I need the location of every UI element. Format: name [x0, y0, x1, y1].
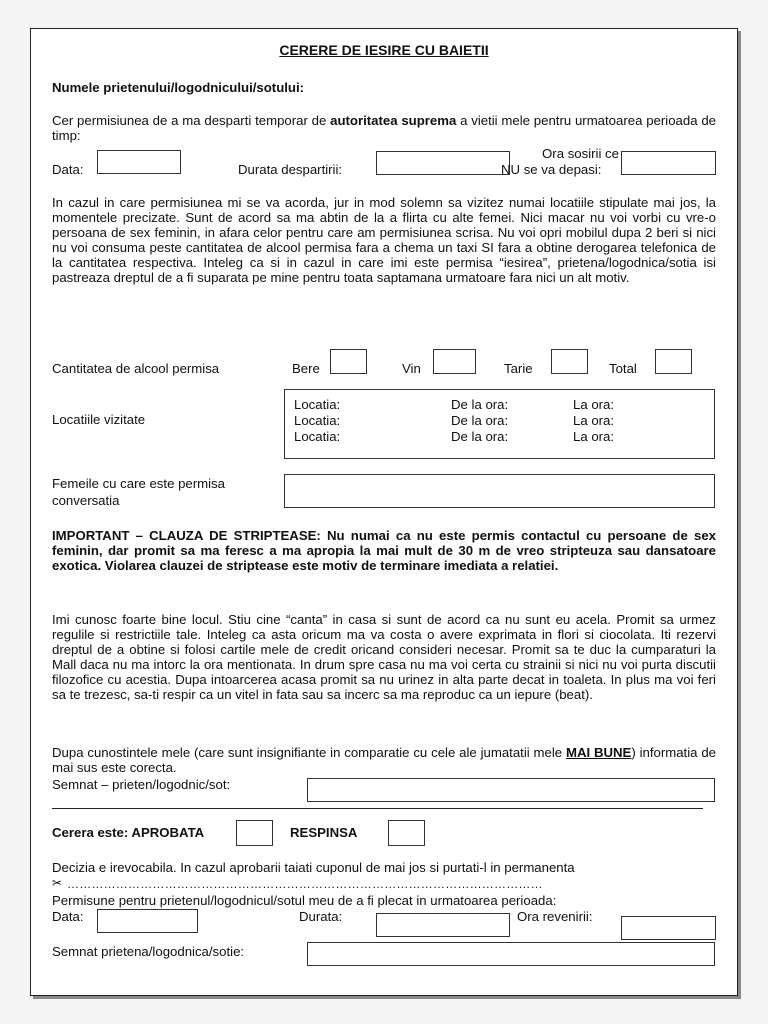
data-field[interactable] [97, 150, 181, 174]
bere-field[interactable] [330, 349, 367, 374]
scissors-icon: ✂ [52, 876, 63, 890]
approved-checkbox[interactable] [236, 820, 273, 846]
locations-box[interactable] [284, 389, 715, 459]
bere-label: Bere [292, 361, 320, 376]
declaration-paragraph: Dupa cunostintele mele (care sunt insignifiante in comparatie cu cele ale jumatatii mele MAI BUNE) informatia de mai sus este corecta. [52, 745, 716, 775]
signature-him-field[interactable] [307, 778, 715, 802]
location-row-2-loc: Locatia: [294, 413, 341, 428]
decision-label: Cerera este: APROBATA [52, 825, 205, 840]
coupon-duration-label: Durata: [299, 909, 343, 924]
signature-her-field[interactable] [307, 942, 715, 966]
location-row-1-loc: Locatia: [294, 397, 341, 412]
signed-her-label: Semnat prietena/logodnica/sotie: [52, 944, 245, 959]
reject-label: RESPINSA [290, 825, 358, 840]
rejected-checkbox[interactable] [388, 820, 425, 846]
total-label: Total [609, 361, 637, 376]
location-row-2-from: De la ora: [451, 413, 509, 428]
data-label: Data: [52, 162, 84, 177]
form-title: CERERE DE IESIRE CU BAIETII [279, 42, 489, 58]
coupon-text: Permisune pentru prietenul/logodnicul/sotul meu de a fi plecat in urmatoarea perioada: [52, 893, 557, 908]
coupon-data-label: Data: [52, 909, 84, 924]
arrival-field[interactable] [621, 151, 716, 175]
total-field[interactable] [655, 349, 692, 374]
arrival-label-line2: NU se va depasi: [501, 162, 602, 177]
location-row-2-to: La ora: [573, 413, 615, 428]
cut-line: ……………………………………………………………………………………………………… [67, 877, 543, 891]
tarie-label: Tarie [504, 361, 533, 376]
duration-label: Durata despartirii: [238, 162, 343, 177]
women-label-line2: conversatia [52, 493, 120, 508]
coupon-return-field[interactable] [621, 916, 716, 940]
locations-label: Locatiile vizitate [52, 412, 146, 427]
form-page [30, 28, 738, 996]
name-label: Numele prietenului/logodnicului/sotului: [52, 80, 305, 95]
intro-paragraph: Cer permisiunea de a ma desparti temporar de autoritatea suprema a vietii mele pentru urmatoarea perioada de timp: [52, 113, 716, 143]
signed-him-label: Semnat – prieten/logodnic/sot: [52, 777, 231, 792]
location-row-3-to: La ora: [573, 429, 615, 444]
coupon-data-field[interactable] [97, 909, 198, 933]
alcohol-label: Cantitatea de alcool permisa [52, 361, 220, 376]
irrevocable-note: Decizia e irevocabila. In cazul aprobarii taiati cuponul de mai jos si purtati-l in permanenta [52, 860, 575, 875]
divider [52, 808, 703, 809]
location-row-1-from: De la ora: [451, 397, 509, 412]
vin-field[interactable] [433, 349, 476, 374]
location-row-1-to: La ora: [573, 397, 615, 412]
rules-paragraph: Imi cunosc foarte bine locul. Stiu cine “canta” in casa si sunt de acord ca nu sunt eu acela. Promit sa urmez regulile si restrictiile tale. Inteleg ca asta oricum ma va costa o avere exprimata in flori si ciocolata. Iti rezervi dreptul de a obtine si folosi cartile mele de credit oricand consideri necesar. Promit sa te duc la cumparaturi la Mall daca nu ma intorc la ora mentionata. In drum spre casa nu ma voi certa cu strainii si nici nu voi purta discutii filozofice cu acestia. Dupa intoarcerea acasa promit sa nu urinez in alta parte decat in toaleta. In plus ma voi feri sa te trezesc, sa-ti respir ca un vitel in fata sau sa incerc sa ma reproduc ca un iepure (beat). [52, 612, 716, 702]
coupon-return-label: Ora revenirii: [517, 909, 593, 924]
women-label-line1: Femeile cu care este permisa [52, 476, 225, 491]
oath-paragraph: In cazul in care permisiunea mi se va acorda, jur in mod solemn sa vizitez numai locatiile stipulate mai jos, la momentele precizate. Sunt de acord sa ma abtin de la a flirta cu alte femei. Nici macar nu voi vorbi cu vre-o persoana de sex feminin, in afara celor pentru care am permisiunea scrisa. Nu voi opri mobilul dupa 2 beri si nici nu voi consuma peste cantitatea de alcool permisa fara a chema un taxi SI fara a obtine derogarea telefonica de la cantitatea respectiva. Inteleg ca si in cazul in care imi este permisa “iesirea”, prietena/logodnica/sotia isi pastreaza dreptul de a fi suparata pe mine pentru toata saptamana urmatoare fara nici un alt motiv. [52, 195, 716, 285]
location-row-3-loc: Locatia: [294, 429, 341, 444]
arrival-label-line1: Ora sosirii ce [542, 146, 619, 161]
tarie-field[interactable] [551, 349, 588, 374]
duration-field[interactable] [376, 151, 510, 175]
coupon-duration-field[interactable] [376, 913, 510, 937]
striptease-clause: IMPORTANT – CLAUZA DE STRIPTEASE: Nu numai ca nu este permis contactul cu persoane de sex feminin, dar promit sa ma feresc a ma apropia la mai mult de 30 m de vreo stripteuza sau dansatoare exotica. Violarea clauzei de striptease este motiv de terminare imediata a relatiei. [52, 528, 716, 573]
vin-label: Vin [402, 361, 421, 376]
women-field[interactable] [284, 474, 715, 508]
location-row-3-from: De la ora: [451, 429, 509, 444]
